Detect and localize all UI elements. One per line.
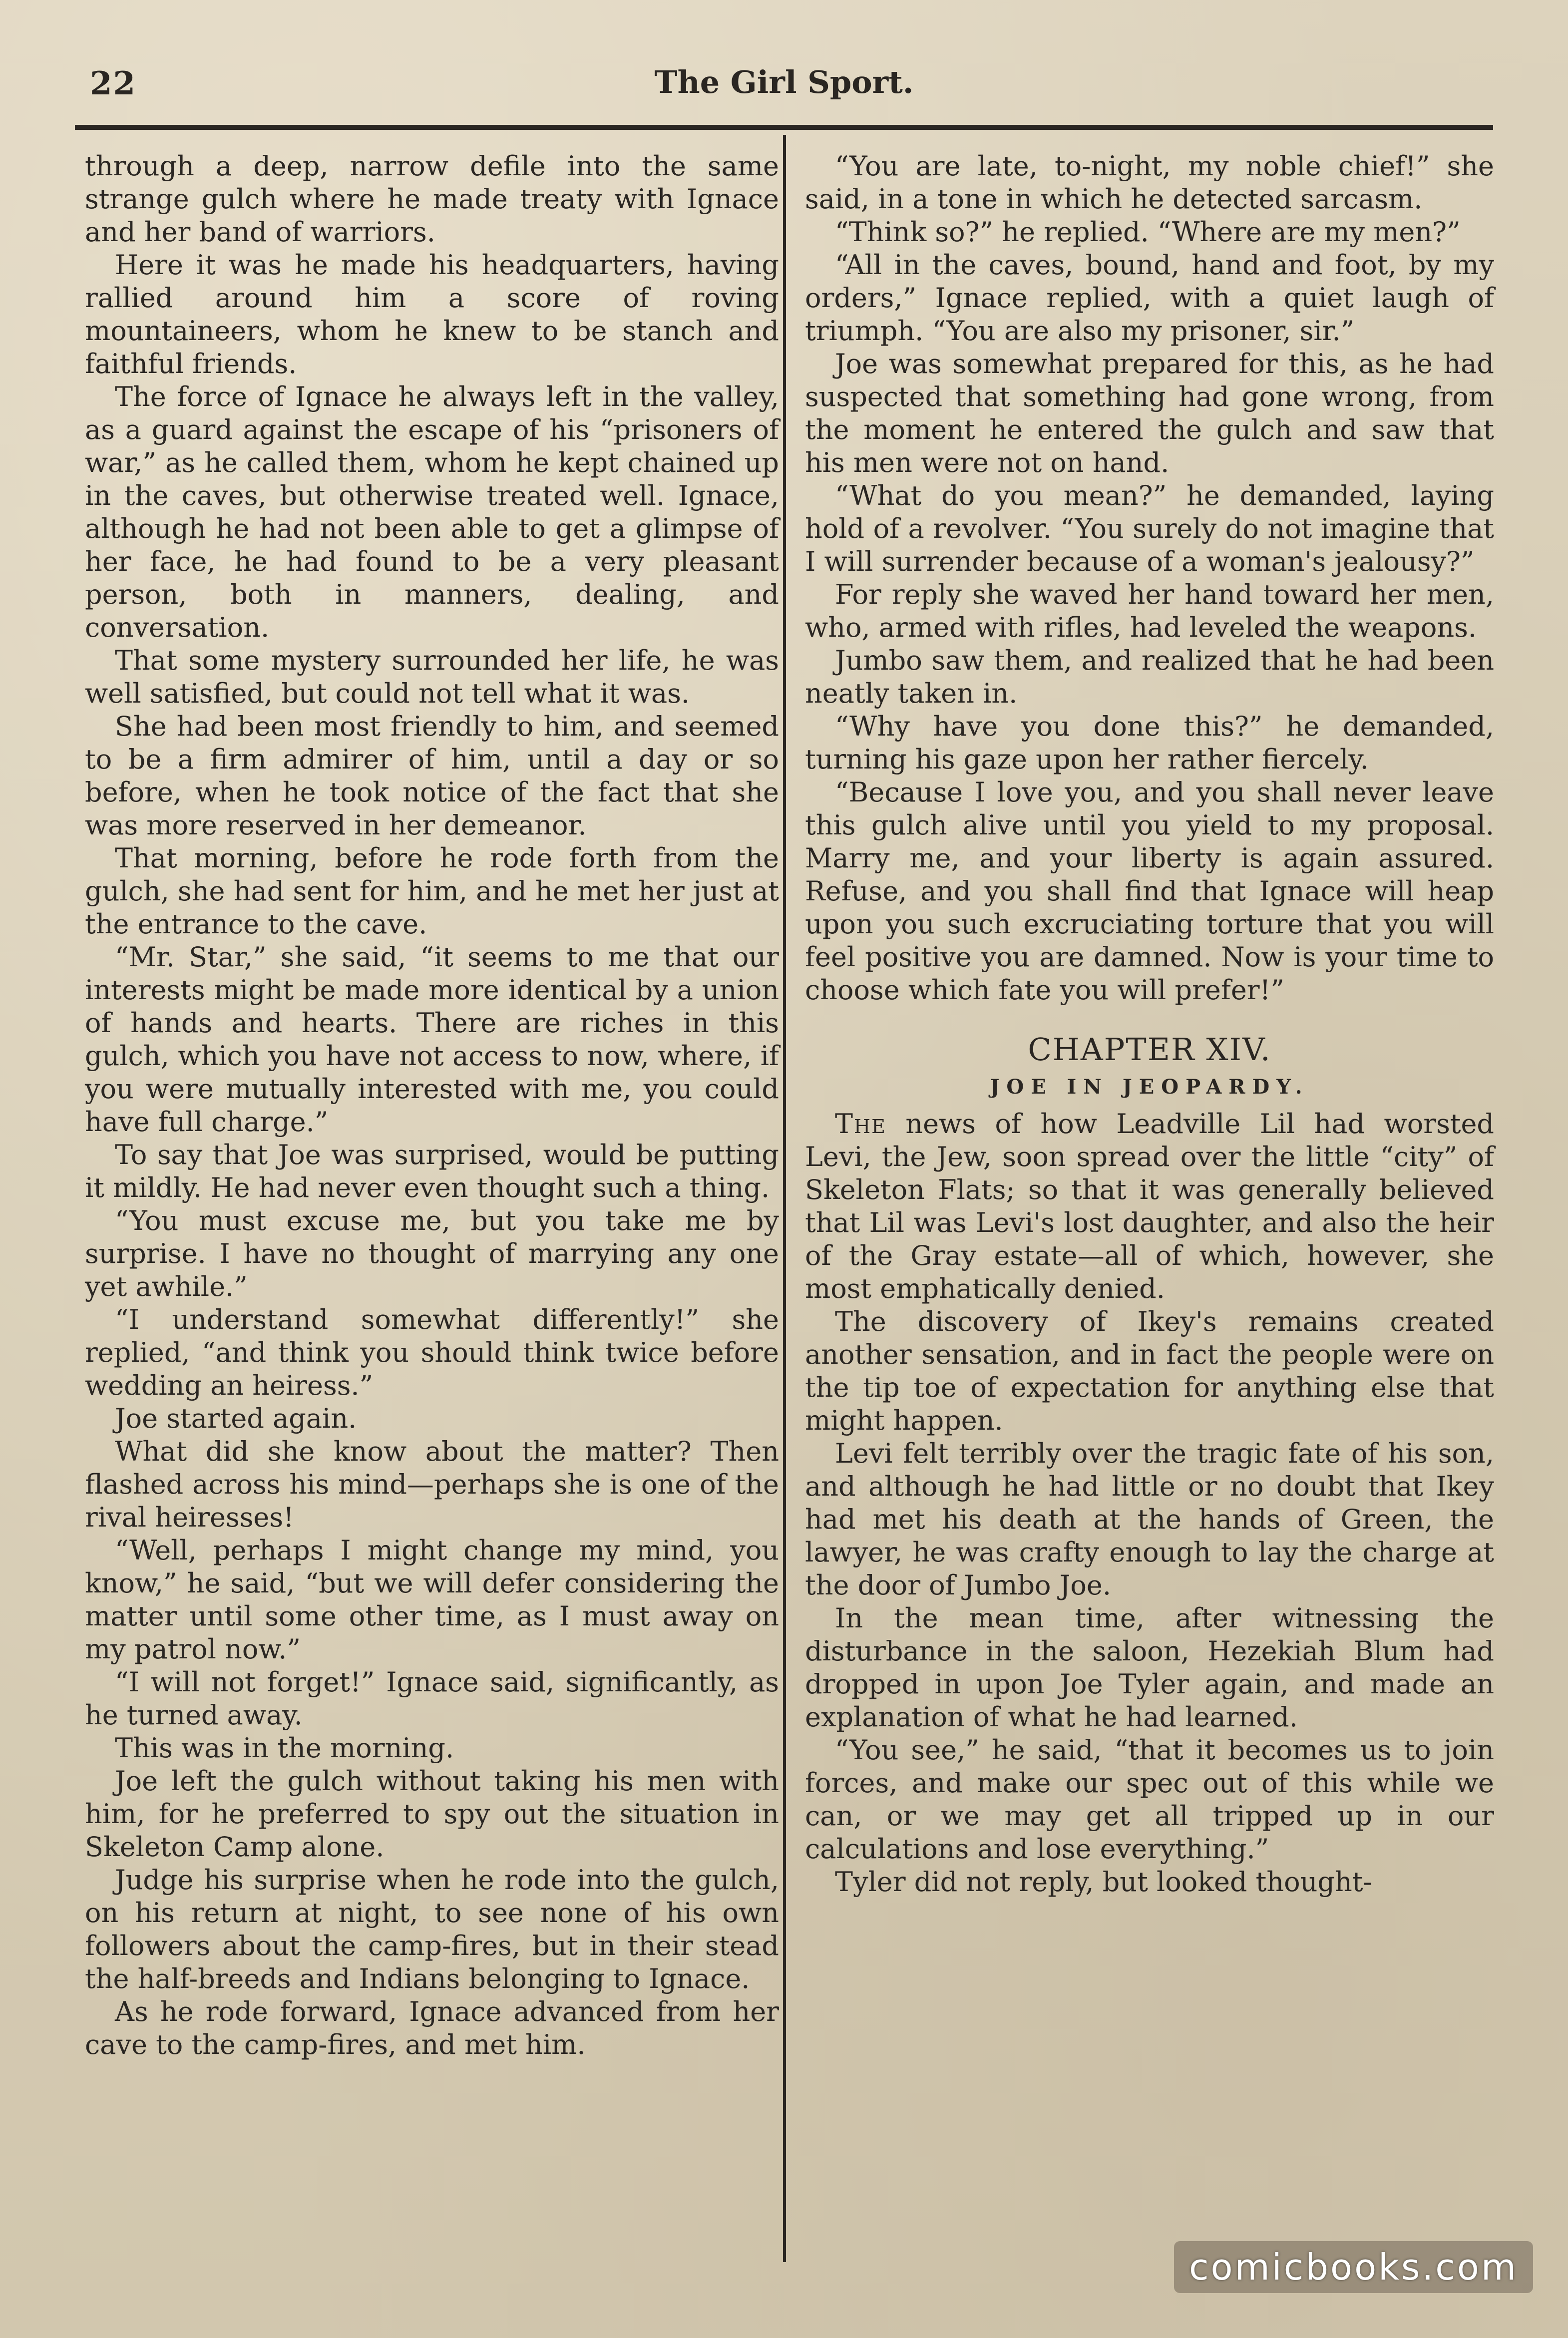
paragraph: The discovery of Ikey's remains created another sensation, and in fact the people were on the tip toe of expectation for anything else that might happen. xyxy=(805,1306,1494,1436)
paragraph: This was in the morning. xyxy=(115,1732,454,1764)
paragraph: Tyler did not reply, but looked thought- xyxy=(835,1866,1372,1898)
paragraph: Levi felt terribly over the tragic fate of his son, and although he had little or no doubt that Ikey had met his death at the hands of Green, the lawyer, he was crafty enough to lay the charge at the door of Jumbo Joe. xyxy=(805,1438,1494,1601)
header-rule xyxy=(75,125,1493,130)
page-number: 22 xyxy=(90,65,137,102)
chapter-opening-paragraph xyxy=(805,1108,1494,1305)
chapter-heading: CHAPTER XIV. xyxy=(1028,1031,1271,1068)
paragraph: “Because I love you, and you shall never leave this gulch alive until you yield to my proposal. Marry me, and your liberty is again assured. Refuse, and you shall find that Ignace will heap upon you such excruciating torture that you will feel positive you are damned. Now is your time to choose which fate you will prefer!” xyxy=(805,777,1494,1006)
paragraph: Joe left the gulch without taking his men with him, for he preferred to spy out the situation in Skeleton Camp alone. xyxy=(85,1765,779,1863)
column-divider xyxy=(783,135,786,2262)
paragraph: “I understand somewhat differently!” she replied, “and think you should think twice before wedding an heiress.” xyxy=(85,1304,779,1401)
opening-word: The xyxy=(835,1108,886,1140)
chapter-subheading: JOE IN JEOPARDY. xyxy=(990,1075,1309,1099)
paragraph: “You must excuse me, but you take me by surprise. I have no thought of marrying any one yet awhile.” xyxy=(85,1205,779,1302)
paragraph: Jumbo saw them, and realized that he had been neatly taken in. xyxy=(805,645,1494,709)
left-column xyxy=(85,150,779,2061)
paragraph: In the mean time, after witnessing the disturbance in the saloon, Hezekiah Blum had dropped in upon Joe Tyler again, and made an explanation of what he had learned. xyxy=(805,1602,1494,1733)
journal-title: The Girl Sport. xyxy=(654,64,914,100)
paragraph: “Why have you done this?” he demanded, turning his gaze upon her rather fiercely. xyxy=(805,711,1494,775)
paragraph: The force of Ignace he always left in the valley, as a guard against the escape of his “prisoners of war,” as he called them, whom he kept chained up in the caves, but otherwise treated well. Ignace, although he had not been able to get a glimpse of her face, he had found to be a very pleasant person, both in manners, dealing, and conversation. xyxy=(85,381,779,643)
paragraph: To say that Joe was surprised, would be putting it mildly. He had never even thought such a thing. xyxy=(85,1139,779,1203)
right-column xyxy=(805,150,1494,1899)
paragraph: Joe started again. xyxy=(115,1403,357,1434)
site-watermark: comicbooks.com xyxy=(1174,2241,1533,2293)
paragraph: “I will not forget!” Ignace said, significantly, as he turned away. xyxy=(85,1666,779,1731)
paragraph: She had been most friendly to him, and seemed to be a firm admirer of him, until a day or so before, when he took notice of the fact that she was more reserved in her demeanor. xyxy=(85,711,779,841)
paragraph: Here it was he made his headquarters, having rallied around him a score of roving mountaineers, whom he knew to be stanch and faithful friends. xyxy=(85,249,779,380)
paragraph: through a deep, narrow defile into the same strange gulch where he made treaty with Ignace and her band of warriors. xyxy=(85,150,779,248)
paragraph: What did she know about the matter? Then flashed across his mind—perhaps she is one of the rival heiresses! xyxy=(85,1436,779,1533)
paragraph: That some mystery surrounded her life, he was well satisfied, but could not tell what it was. xyxy=(85,645,779,709)
opening-text: news of how Leadville Lil had worsted Levi, the Jew, soon spread over the little “city” of Skeleton Flats; so that it was generally believed that Lil was Levi's lost daughter, and also the heir of the Gray estate—all of which, however, she most emphatically denied. xyxy=(805,1108,1494,1304)
paragraph: As he rode forward, Ignace advanced from her cave to the camp-fires, and met him. xyxy=(85,1996,779,2060)
paragraph: That morning, before he rode forth from the gulch, she had sent for him, and he met her just at the entrance to the cave. xyxy=(85,842,779,940)
running-head xyxy=(75,60,1493,115)
paragraph: “All in the caves, bound, hand and foot, by my orders,” Ignace replied, with a quiet laugh of triumph. “You are also my prisoner, sir.” xyxy=(805,249,1494,347)
paragraph: Judge his surprise when he rode into the gulch, on his return at night, to see none of his own followers about the camp-fires, but in their stead the half-breeds and Indians belonging to Ignace. xyxy=(85,1864,779,1994)
paragraph: Joe was somewhat prepared for this, as he had suspected that something had gone wrong, from the moment he entered the gulch and saw that his men were not on hand. xyxy=(805,348,1494,478)
paragraph: “You are late, to-night, my noble chief!” she said, in a tone in which he detected sarcasm. xyxy=(805,150,1494,215)
paragraph: “Think so?” he replied. “Where are my men?” xyxy=(835,216,1461,248)
paragraph: “Mr. Star,” she said, “it seems to me that our interests might be made more identical by a union of hands and hearts. There are riches in this gulch, which you have not access to now, where, if you were mutually interested with me, you could have full charge.” xyxy=(85,941,779,1138)
paragraph: “Well, perhaps I might change my mind, you know,” he said, “but we will defer considering the matter until some other time, as I must away on my patrol now.” xyxy=(85,1535,779,1665)
paragraph: For reply she waved her hand toward her men, who, armed with rifles, had leveled the weapons. xyxy=(805,579,1494,643)
paragraph: “You see,” he said, “that it becomes us to join forces, and make our spec out of this while we can, or we may get all tripped up in our calculations and lose everything.” xyxy=(805,1734,1494,1865)
paragraph: “What do you mean?” he demanded, laying hold of a revolver. “You surely do not imagine that I will surrender because of a woman's jealousy?” xyxy=(805,480,1494,577)
